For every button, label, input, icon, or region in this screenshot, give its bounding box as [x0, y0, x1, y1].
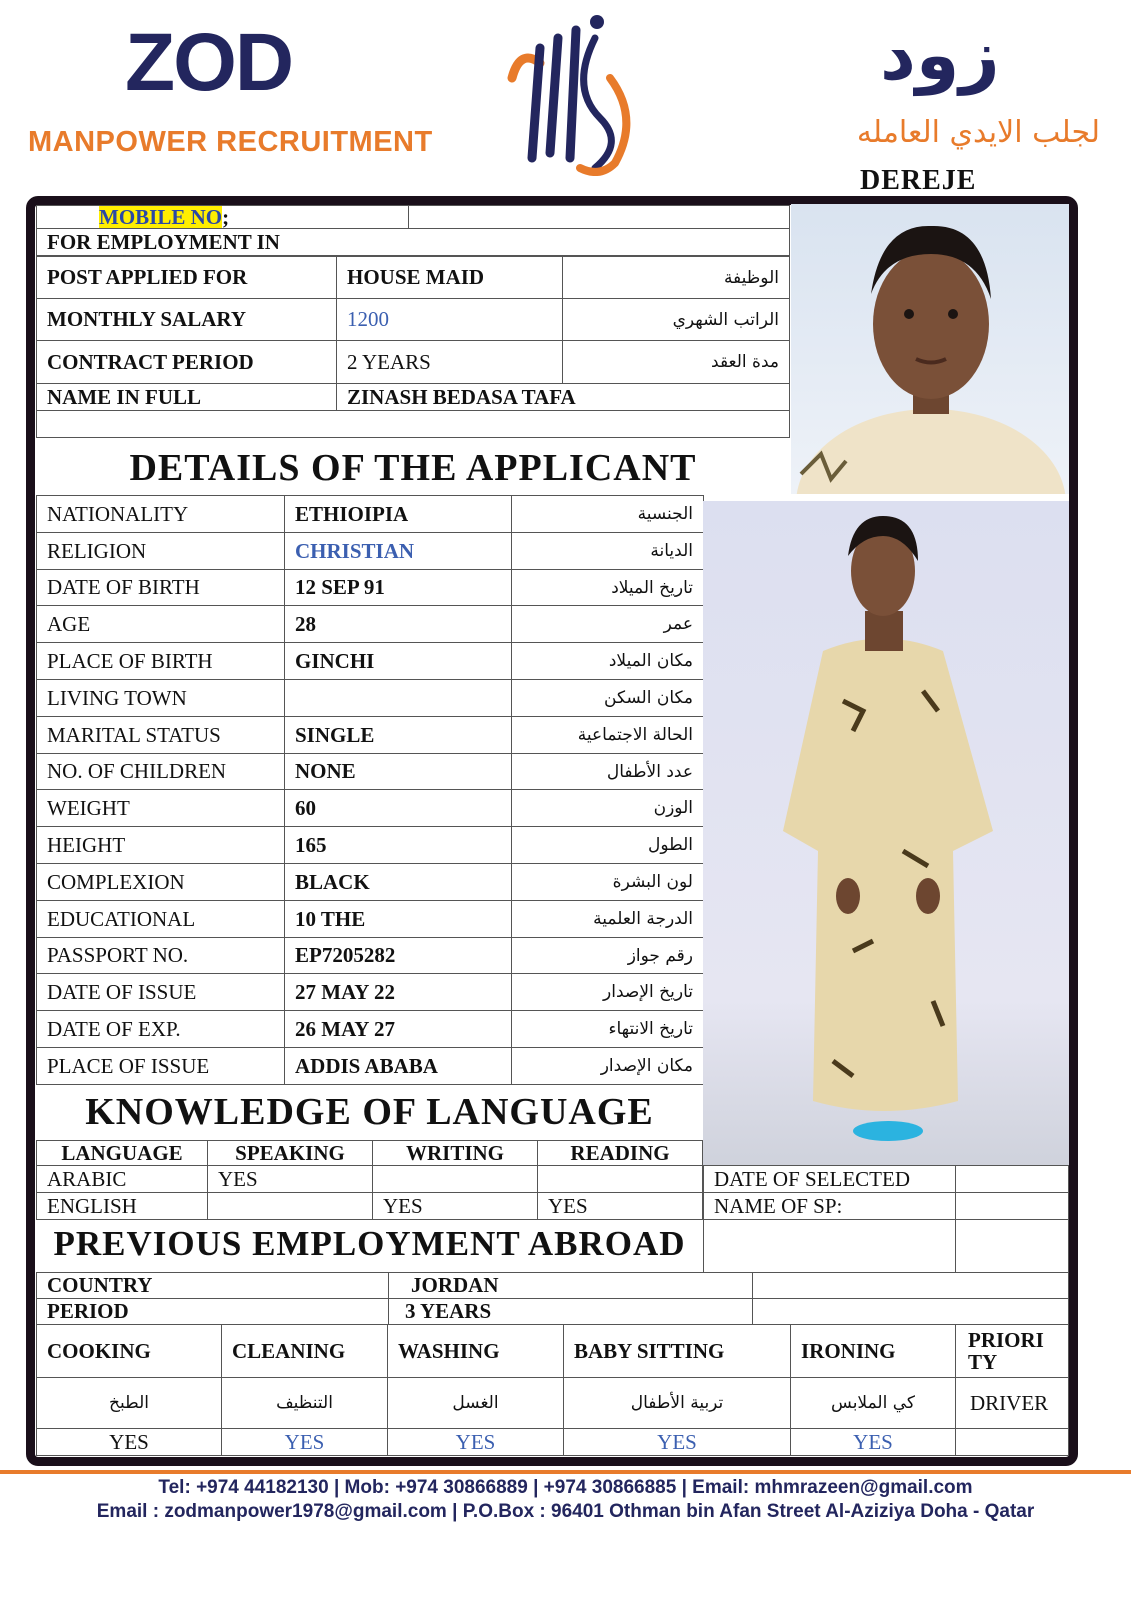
detail-label: COMPLEXION [36, 863, 285, 901]
skill-value: YES [221, 1428, 388, 1456]
brand-logo-icon [500, 8, 640, 176]
mobile-separator: ; [222, 205, 230, 229]
language-title: KNOWLEDGE OF LANGUAGE [85, 1091, 654, 1133]
priority-value: DRIVER [955, 1377, 1069, 1429]
lang-header-writing: WRITING [372, 1140, 538, 1166]
detail-label: LIVING TOWN [36, 679, 285, 717]
detail-arabic: مكان السكن [511, 679, 704, 717]
detail-value: 26 MAY 27 [284, 1010, 512, 1048]
date-selected-value [955, 1165, 1069, 1193]
post-ar: الوظيفة [562, 256, 790, 299]
detail-arabic: تاريخ الإصدار [511, 973, 704, 1011]
footer-contact-line2: Email : zodmanpower1978@gmail.com | P.O.Box : 96401 Othman bin Afan Street Al-Aziziya Doha - Qatar [96, 1501, 1035, 1522]
lang-arabic-reading [537, 1165, 703, 1193]
post-label: POST APPLIED FOR [36, 256, 337, 299]
footer-contact-line1: Tel: +974 44182130 | Mob: +974 30866889 | +974 30866885 | Email: mhmrazeen@gmail.com [158, 1477, 973, 1498]
lang-header-reading: READING [537, 1140, 703, 1166]
detail-label: PLACE OF BIRTH [36, 642, 285, 680]
detail-arabic: رقم جواز [511, 937, 704, 974]
lang-english-writing: YES [372, 1192, 538, 1220]
detail-value: EP7205282 [284, 937, 512, 974]
footer-divider [0, 1470, 1131, 1474]
detail-label: NO. OF CHILDREN [36, 753, 285, 790]
prev-title: PREVIOUS EMPLOYMENT ABROAD [53, 1224, 686, 1263]
detail-value: CHRISTIAN [284, 532, 512, 570]
lang-arabic-name: ARABIC [36, 1165, 208, 1193]
name-sp-value [955, 1192, 1069, 1220]
lang-arabic-writing [372, 1165, 538, 1193]
skill-arabic: الطبخ [36, 1377, 222, 1429]
mobile-label-cell [36, 205, 409, 229]
lang-english-name: ENGLISH [36, 1192, 208, 1220]
detail-value: NONE [284, 753, 512, 790]
brand-subtitle: MANPOWER RECRUITMENT [28, 126, 433, 158]
side-blank-1 [703, 1219, 956, 1273]
employment-in: FOR EMPLOYMENT IN [36, 228, 790, 256]
detail-arabic: الحالة الاجتماعية [511, 716, 704, 754]
skill-arabic: التنظيف [221, 1377, 388, 1429]
detail-label: DATE OF EXP. [36, 1010, 285, 1048]
period-label: PERIOD [36, 1298, 389, 1325]
priority-label-1: PRIORI [968, 1327, 1044, 1352]
lang-arabic-speaking: YES [207, 1165, 373, 1193]
skill-arabic: كي الملابس [790, 1377, 956, 1429]
detail-value: 165 [284, 826, 512, 864]
name-label: NAME IN FULL [36, 383, 337, 411]
detail-label: PASSPORT NO. [36, 937, 285, 974]
skill-value: YES [387, 1428, 564, 1456]
brand-logo-arabic: زود [880, 14, 1000, 96]
priority-label-2: TY [968, 1350, 998, 1374]
detail-arabic: عدد الأطفال [511, 753, 704, 790]
lang-english-reading: YES [537, 1192, 703, 1220]
detail-arabic: الديانة [511, 532, 704, 570]
salary-value: 1200 [336, 298, 563, 341]
detail-value: 10 THE [284, 900, 512, 938]
priority-blank [955, 1428, 1069, 1456]
period-value: 3 YEARS [388, 1298, 753, 1325]
contract-ar: مدة العقد [562, 340, 790, 384]
detail-value: 12 SEP 91 [284, 569, 512, 606]
detail-value: 27 MAY 22 [284, 973, 512, 1011]
detail-label: WEIGHT [36, 789, 285, 827]
agent-name: DEREJE [860, 165, 977, 196]
detail-value: 60 [284, 789, 512, 827]
skill-label: COOKING [36, 1324, 222, 1378]
lang-header-language: LANGUAGE [36, 1140, 208, 1166]
detail-label: HEIGHT [36, 826, 285, 864]
skill-label: IRONING [790, 1324, 956, 1378]
blank-row [36, 410, 790, 438]
detail-arabic: الجنسية [511, 495, 704, 533]
detail-arabic: تاريخ الانتهاء [511, 1010, 704, 1048]
salary-ar: الراتب الشهري [562, 298, 790, 341]
country-blank [752, 1272, 1069, 1299]
detail-label: RELIGION [36, 532, 285, 570]
side-blank-2 [955, 1219, 1069, 1273]
detail-label: DATE OF BIRTH [36, 569, 285, 606]
skill-value: YES [790, 1428, 956, 1456]
mobile-label: MOBILE NO [99, 205, 223, 229]
skill-label: BABY SITTING [563, 1324, 791, 1378]
skill-arabic: تربية الأطفال [563, 1377, 791, 1429]
mobile-value-cell [408, 205, 790, 229]
detail-label: PLACE OF ISSUE [36, 1047, 285, 1085]
skill-label: WASHING [387, 1324, 564, 1378]
skill-arabic: الغسل [387, 1377, 564, 1429]
contract-value: 2 YEARS [336, 340, 563, 384]
detail-arabic: تاريخ الميلاد [511, 569, 704, 606]
detail-value: ADDIS ABABA [284, 1047, 512, 1085]
applicant-portrait-photo [791, 204, 1069, 494]
detail-arabic: مكان الإصدار [511, 1047, 704, 1085]
country-label: COUNTRY [36, 1272, 389, 1299]
detail-value [284, 679, 512, 717]
detail-label: MARITAL STATUS [36, 716, 285, 754]
salary-label: MONTHLY SALARY [36, 298, 337, 341]
lang-header-speaking: SPEAKING [207, 1140, 373, 1166]
country-value: JORDAN [388, 1272, 753, 1299]
detail-arabic: الوزن [511, 789, 704, 827]
brand-logo-text: ZOD [125, 17, 293, 108]
skill-value: YES [563, 1428, 791, 1456]
post-value: HOUSE MAID [336, 256, 563, 299]
detail-value: GINCHI [284, 642, 512, 680]
contract-label: CONTRACT PERIOD [36, 340, 337, 384]
details-title: DETAILS OF THE APPLICANT [129, 447, 697, 489]
detail-arabic: الطول [511, 826, 704, 864]
detail-label: AGE [36, 605, 285, 643]
detail-label: EDUCATIONAL [36, 900, 285, 938]
date-selected-label: DATE OF SELECTED [703, 1165, 956, 1193]
skill-label: CLEANING [221, 1324, 388, 1378]
name-sp-label: NAME OF SP: [703, 1192, 956, 1220]
detail-arabic: لون البشرة [511, 863, 704, 901]
detail-arabic: عمر [511, 605, 704, 643]
detail-arabic: مكان الميلاد [511, 642, 704, 680]
detail-value: BLACK [284, 863, 512, 901]
detail-value: ETHIOIPIA [284, 495, 512, 533]
detail-arabic: الدرجة العلمية [511, 900, 704, 938]
brand-subtitle-arabic: لجلب الايدي العامله [856, 115, 1100, 150]
period-blank [752, 1298, 1069, 1325]
applicant-full-photo [703, 501, 1069, 1166]
detail-label: NATIONALITY [36, 495, 285, 533]
lang-english-speaking [207, 1192, 373, 1220]
name-value: ZINASH BEDASA TAFA [336, 383, 790, 411]
priority-label-cell [955, 1324, 1069, 1378]
detail-label: DATE OF ISSUE [36, 973, 285, 1011]
detail-value: SINGLE [284, 716, 512, 754]
detail-value: 28 [284, 605, 512, 643]
skill-value: YES [36, 1428, 222, 1456]
